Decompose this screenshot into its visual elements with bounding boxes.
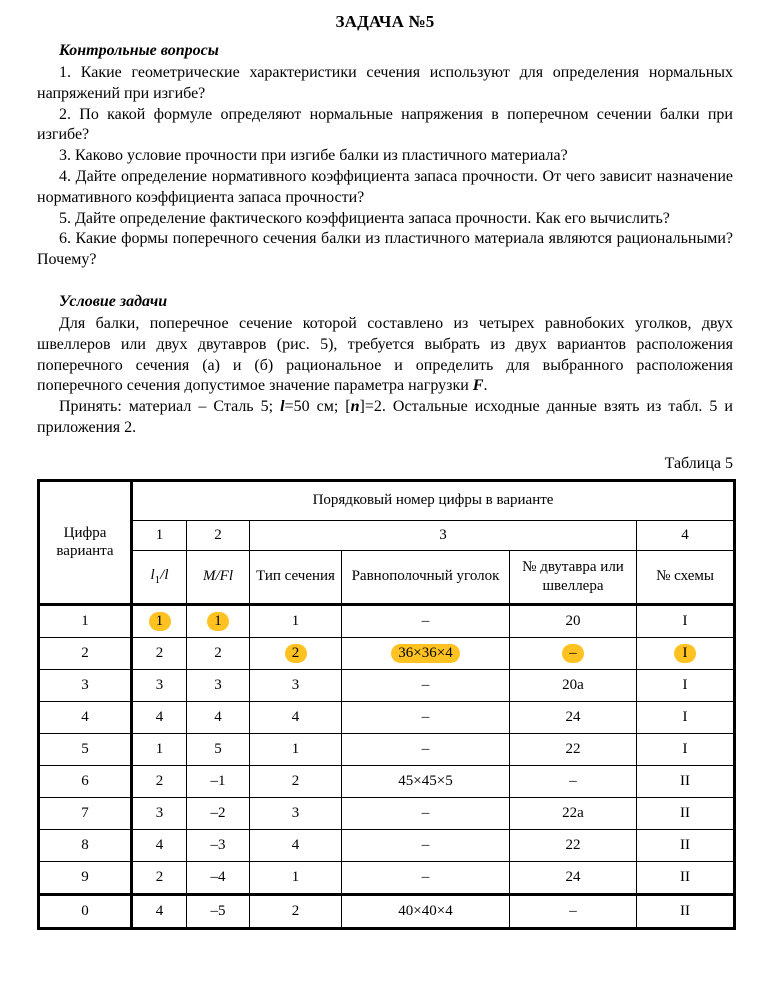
table-cell: II	[637, 861, 735, 894]
length-symbol: l	[280, 398, 285, 416]
table-cell: 7	[39, 797, 132, 829]
table-row	[39, 894, 735, 928]
table-cell: 3	[39, 669, 132, 701]
page-title: ЗАДАЧА №5	[335, 12, 435, 31]
table-cell: 4	[250, 829, 342, 861]
table-cell: 22	[510, 829, 637, 861]
table-cell: II	[637, 829, 735, 861]
table-caption: Таблица 5	[664, 454, 733, 472]
table-row	[39, 701, 735, 733]
table-cell: –	[342, 604, 510, 637]
table-cell: 3	[187, 669, 250, 701]
header-l1-l	[132, 550, 187, 604]
table-cell: –	[510, 765, 637, 797]
questions-heading: Контрольные вопросы	[59, 42, 219, 59]
table-cell: 22	[510, 733, 637, 765]
table-header-row-columns	[39, 550, 735, 604]
highlighted-value: 36×36×4	[391, 644, 459, 663]
table-cell: –	[342, 797, 510, 829]
table-cell: I	[637, 604, 735, 637]
table-cell: II	[637, 797, 735, 829]
task-p2-c: ]=2. Остальные исходные данные взять из табл. 5 и приложения 2.	[37, 398, 733, 436]
table-cell: –5	[187, 894, 250, 928]
table-cell: 4	[39, 701, 132, 733]
question-3: 3. Каково условие прочности при изгибе балки из пластичного материала?	[59, 147, 568, 165]
header-digit-order-group: Порядковый номер цифры в варианте	[132, 480, 735, 520]
table-cell: 1	[132, 733, 187, 765]
table-cell: –3	[187, 829, 250, 861]
task-p1-text: Для балки, поперечное сечение которой составлено из четырех равнобоких уголков, двух швеллеров или двух двутавров (рис. 5), требуется выбрать из двух вариантов расположения поперечного сечения (а) и (б) рациональное и определить для выбранного расположения поперечного сечения допустимое значение параметра нагрузки	[37, 314, 733, 395]
table-cell: 45×45×5	[342, 765, 510, 797]
header-ibeam-channel: № двутавра или швеллера	[510, 550, 637, 604]
table-cell	[510, 637, 637, 669]
header-num-3: 3	[250, 520, 637, 550]
table-cell: 9	[39, 861, 132, 894]
task-p2-b: =50 см; [	[284, 398, 351, 416]
question-1: 1. Какие геометрические характеристики сечения используют для определения нормальных напряжений при изгибе?	[37, 64, 733, 102]
l1l-l: l	[150, 566, 155, 583]
table-cell: 0	[39, 894, 132, 928]
highlighted-value: 1	[207, 612, 229, 631]
table-header-row-group	[39, 480, 735, 520]
safety-factor-symbol: n	[350, 398, 360, 416]
table-row	[39, 733, 735, 765]
load-parameter-symbol: F	[472, 377, 484, 395]
header-section-type: Тип сечения	[250, 550, 342, 604]
table-cell: –2	[187, 797, 250, 829]
table-cell: 3	[250, 797, 342, 829]
table-cell: 22а	[510, 797, 637, 829]
table-cell: –	[342, 701, 510, 733]
task-p2-a: Принять: материал – Сталь 5;	[59, 398, 281, 416]
table-cell: 4	[132, 894, 187, 928]
table-row	[39, 604, 735, 637]
table-cell: 5	[187, 733, 250, 765]
table-cell: 3	[132, 669, 187, 701]
header-num-1: 1	[132, 520, 187, 550]
table-cell: 1	[250, 604, 342, 637]
table-row	[39, 637, 735, 669]
l1l-rest: /l	[160, 566, 169, 583]
table-cell: 4	[132, 701, 187, 733]
table-cell: –1	[187, 765, 250, 797]
table-cell: II	[637, 765, 735, 797]
header-num-2: 2	[187, 520, 250, 550]
question-4: 4. Дайте определение нормативного коэффициента запаса прочности. От чего зависит назначение нормативного коэффициента запаса прочности?	[37, 167, 733, 206]
highlighted-value: 2	[285, 644, 307, 663]
table-row	[39, 829, 735, 861]
table-cell	[250, 637, 342, 669]
table-cell: –4	[187, 861, 250, 894]
table-cell: 40×40×4	[342, 894, 510, 928]
question-2: 2. По какой формуле определяют нормальные напряжения в поперечном сечении балки при изгибе?	[37, 105, 733, 144]
highlighted-value: 1	[149, 612, 171, 631]
table-cell: 2	[132, 637, 187, 669]
table-cell: 4	[187, 701, 250, 733]
task-paragraph-1	[37, 314, 733, 397]
question-6: 6. Какие формы поперечного сечения балки из пластичного материала являются рациональными? Почему?	[37, 230, 733, 269]
table-cell: 2	[187, 637, 250, 669]
table-cell: 4	[250, 701, 342, 733]
table-cell: II	[637, 894, 735, 928]
table-cell: 1	[39, 604, 132, 637]
task-p1-end: .	[483, 377, 488, 395]
table-cell: 2	[39, 637, 132, 669]
table-cell: 3	[250, 669, 342, 701]
table-cell	[187, 604, 250, 637]
table-row	[39, 669, 735, 701]
header-m-fl: M/Fl	[187, 550, 250, 604]
table-cell: 6	[39, 765, 132, 797]
table-cell	[342, 637, 510, 669]
header-scheme-no: № схемы	[637, 550, 735, 604]
table-cell: 2	[250, 765, 342, 797]
header-num-4: 4	[637, 520, 735, 550]
highlighted-value: –	[562, 644, 584, 663]
table-cell: 2	[132, 861, 187, 894]
header-variant-digit: Цифра варианта	[39, 480, 132, 604]
table-cell	[637, 637, 735, 669]
table-cell: I	[637, 733, 735, 765]
table-row	[39, 861, 735, 894]
question-5: 5. Дайте определение фактического коэффициента запаса прочности. Как его вычислить?	[59, 209, 670, 227]
table-cell: 20	[510, 604, 637, 637]
table-cell: 24	[510, 861, 637, 894]
table-cell: I	[637, 701, 735, 733]
table-cell: 1	[250, 861, 342, 894]
table-cell: –	[342, 861, 510, 894]
variants-table	[37, 479, 736, 930]
table-cell: I	[637, 669, 735, 701]
table-cell: 2	[132, 765, 187, 797]
table-cell: 4	[132, 829, 187, 861]
table-cell: 3	[132, 797, 187, 829]
table-cell: 20а	[510, 669, 637, 701]
table-cell: 5	[39, 733, 132, 765]
table-cell: –	[342, 733, 510, 765]
table-cell: 8	[39, 829, 132, 861]
table-cell	[132, 604, 187, 637]
table-cell: –	[342, 829, 510, 861]
table-cell: –	[510, 894, 637, 928]
highlighted-value: I	[674, 644, 696, 663]
table-cell: 1	[250, 733, 342, 765]
table-cell: 24	[510, 701, 637, 733]
task-heading: Условие задачи	[59, 292, 168, 310]
table-row	[39, 797, 735, 829]
header-angle: Равнополочный уголок	[342, 550, 510, 604]
table-row	[39, 765, 735, 797]
task-paragraph-2	[37, 397, 733, 439]
table-cell: 2	[250, 894, 342, 928]
table-cell: –	[342, 669, 510, 701]
l1l-sub: 1	[154, 573, 161, 586]
table-header-row-numbers	[39, 520, 735, 550]
